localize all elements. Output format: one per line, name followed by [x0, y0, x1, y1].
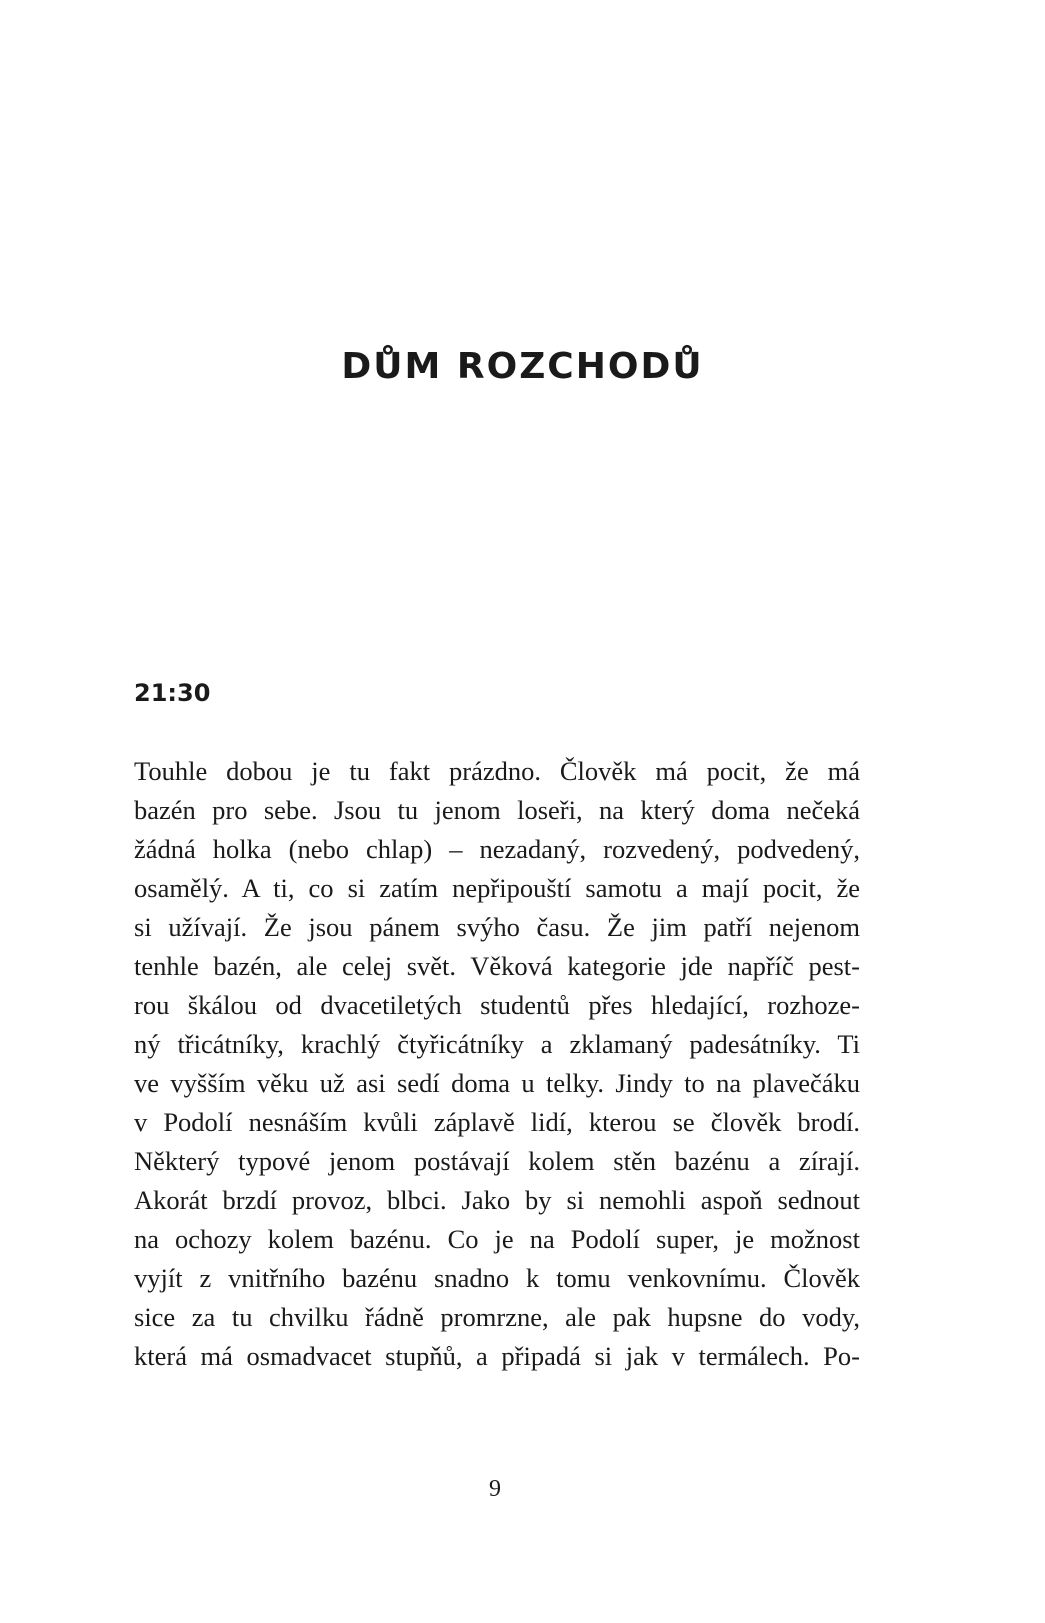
text-line: která má osmadvacet stupňů, a připadá si jak v termálech. Po- [134, 1341, 860, 1371]
text-line: Touhle dobou je tu fakt prázdno. Člověk má pocit, že má [134, 756, 860, 786]
text-line: Akorát brzdí provoz, blbci. Jako by si nemohli aspoň sednout [134, 1185, 860, 1215]
text-line: žádná holka (nebo chlap) – nezadaný, rozvedený, podvedený, [134, 834, 860, 864]
text-line: si užívají. Že jsou pánem svýho času. Že jim patří nejenom [134, 912, 860, 942]
page-number: 9 [489, 1476, 501, 1502]
text-line: na ochozy kolem bazénu. Co je na Podolí super, je možnost [134, 1224, 860, 1254]
text-line: ve vyšším věku už asi sedí doma u telky. Jindy to na plavečáku [134, 1068, 860, 1098]
text-line: bazén pro sebe. Jsou tu jenom loseři, na který doma nečeká [134, 795, 860, 825]
text-line: Některý typové jenom postávají kolem stěn bazénu a zírají. [134, 1146, 860, 1176]
text-line: sice za tu chvilku řádně promrzne, ale pak hupsne do vody, [134, 1302, 860, 1332]
text-line: osamělý. A ti, co si zatím nepřipouští samotu a mají pocit, že [134, 873, 860, 903]
text-line: tenhle bazén, ale celej svět. Věková kategorie jde napříč pest- [134, 951, 860, 981]
section-time-heading: 21:30 [134, 679, 211, 707]
body-paragraph [134, 752, 860, 1376]
text-line: v Podolí nesnáším kvůli záplavě lidí, kterou se člověk brodí. [134, 1107, 860, 1137]
chapter-title: DŮM ROZCHODŮ [341, 346, 704, 387]
text-line: vyjít z vnitřního bazénu snadno k tomu venkovnímu. Člověk [134, 1263, 860, 1293]
text-line: rou škálou od dvacetiletých studentů přes hledající, rozhoze- [134, 990, 860, 1020]
text-line: ný třicátníky, krachlý čtyřicátníky a zklamaný padesátníky. Ti [134, 1029, 860, 1059]
